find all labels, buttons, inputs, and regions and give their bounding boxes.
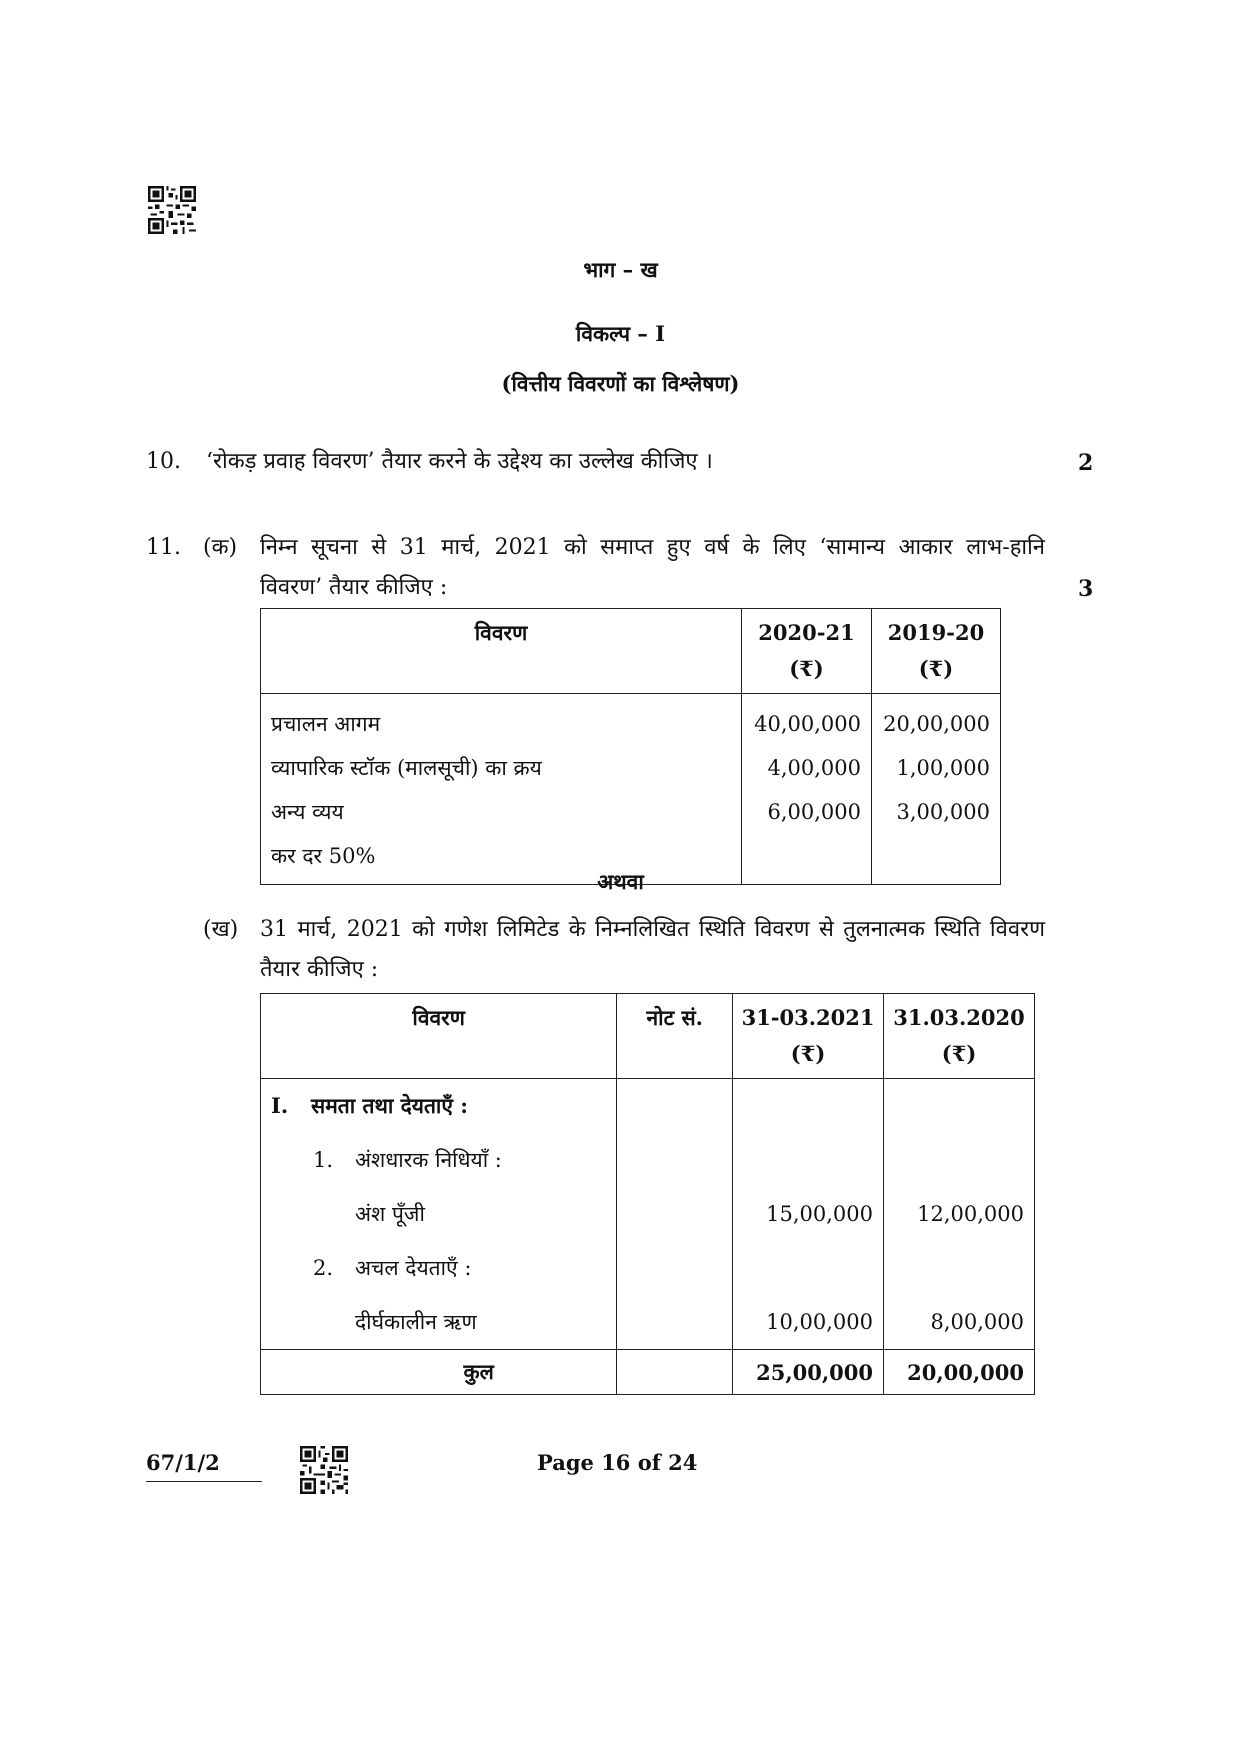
q10-number: 10. [146, 449, 181, 474]
or-label: अथवा [597, 869, 644, 894]
q10-text: ‘रोकड़ प्रवाह विवरण’ तैयार करने के उद्देश्य का उल्लेख कीजिए । [206, 449, 713, 474]
table-header-row [261, 994, 1035, 1079]
row-value: 8,00,000 [884, 1295, 1035, 1350]
col-header-2019-20: 2019-20 (₹) [871, 609, 1000, 694]
qr-code-icon [148, 186, 196, 234]
section-title: I. समता तथा देयताएँ : [261, 1079, 617, 1134]
col-header-note-no: नोट सं. [617, 994, 733, 1079]
page-number: Page 16 of 24 [537, 1450, 698, 1475]
qr-code-icon [300, 1446, 348, 1494]
row-value: 12,00,000 [884, 1187, 1035, 1241]
q11b-text-line2: तैयार कीजिए : [260, 957, 379, 982]
row-label: कर दर 50% [261, 834, 742, 885]
row-value: 3,00,000 [871, 790, 1000, 834]
total-row [261, 1350, 1035, 1395]
table-row [261, 1295, 1035, 1350]
q11a-text-line2: विवरण’ तैयार कीजिए : [260, 575, 448, 600]
q11-number: 11. [146, 535, 181, 560]
code-underline [146, 1481, 262, 1482]
row-value: 20,00,000 [871, 694, 1000, 747]
total-label: कुल [261, 1350, 617, 1395]
col-header-particulars: विवरण [261, 994, 617, 1079]
subsection-row [261, 1133, 1035, 1187]
col-header-particulars: विवरण [261, 609, 742, 694]
subject-heading: (वित्तीय विवरणों का विश्लेषण) [501, 371, 740, 396]
q11a-label: (क) [203, 535, 238, 560]
row-label: दीर्घकालीन ऋण [261, 1295, 617, 1350]
col-header-2021: 31-03.2021 (₹) [733, 994, 884, 1079]
subsection-row [261, 1241, 1035, 1295]
table-row [261, 1187, 1035, 1241]
row-label: अंश पूँजी [261, 1187, 617, 1241]
row-value: 6,00,000 [742, 790, 872, 834]
row-value: 15,00,000 [733, 1187, 884, 1241]
total-value: 25,00,000 [733, 1350, 884, 1395]
table-row [261, 694, 1001, 747]
table-header-row [261, 609, 1001, 694]
row-value: 10,00,000 [733, 1295, 884, 1350]
option-heading: विकल्प – I [575, 321, 666, 346]
total-value: 20,00,000 [884, 1350, 1035, 1395]
col-header-2020-21: 2020-21 (₹) [742, 609, 872, 694]
paper-code: 67/1/2 [146, 1450, 220, 1475]
q11-marks: 3 [1078, 576, 1094, 602]
row-label: अन्य व्यय [261, 790, 742, 834]
row-value: 4,00,000 [742, 746, 872, 790]
part-heading: भाग – ख [583, 257, 658, 282]
section-row [261, 1079, 1035, 1134]
table-balance-sheet [260, 993, 1035, 1395]
row-label: प्रचालन आगम [261, 694, 742, 747]
table-row [261, 790, 1001, 834]
q11a-text-line1: निम्न सूचना से 31 मार्च, 2021 को समाप्त हुए वर्ष के लिए ‘सामान्य आकार लाभ-हानि [260, 535, 1045, 560]
q11b-label: (ख) [203, 917, 239, 942]
row-value: 40,00,000 [742, 694, 872, 747]
row-value: 1,00,000 [871, 746, 1000, 790]
subsection-shareholders-funds: 1. अंशधारक निधियाँ : [261, 1133, 617, 1187]
q11b-text-line1: 31 मार्च, 2021 को गणेश लिमिटेड के निम्नलिखित स्थिति विवरण से तुलनात्मक स्थिति विवरण [260, 917, 1045, 942]
subsection-non-current-liabilities: 2. अचल देयताएँ : [261, 1241, 617, 1295]
row-label: व्यापारिक स्टॉक (मालसूची) का क्रय [261, 746, 742, 790]
table-row [261, 746, 1001, 790]
q10-marks: 2 [1078, 450, 1094, 476]
table-income-statement [260, 608, 1001, 885]
col-header-2020: 31.03.2020 (₹) [884, 994, 1035, 1079]
